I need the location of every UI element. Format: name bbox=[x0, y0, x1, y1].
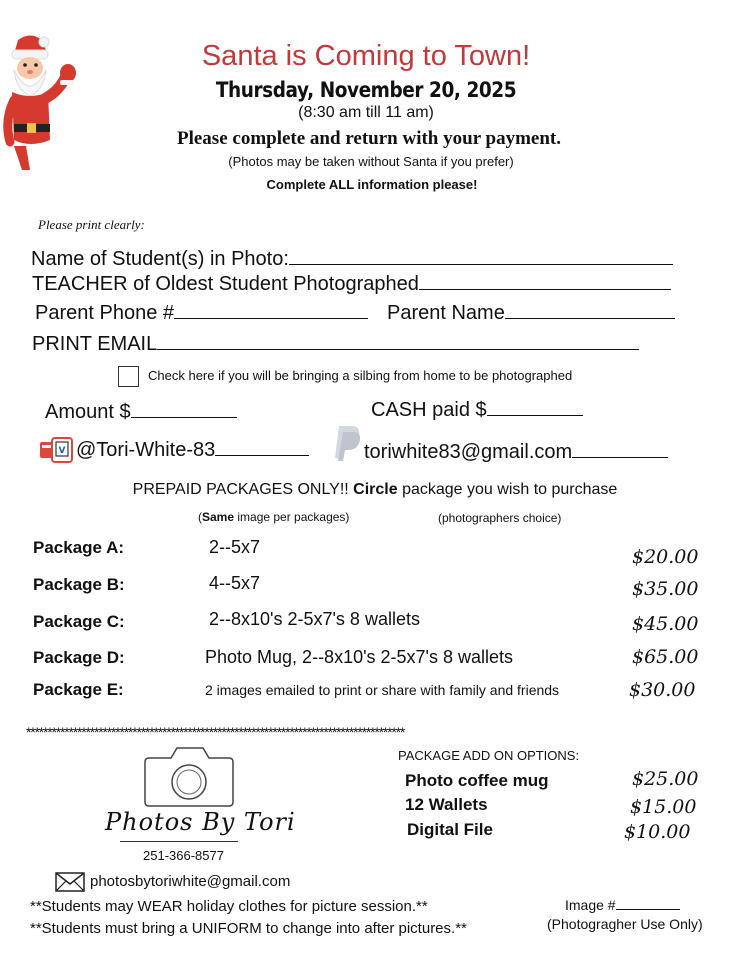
logo-underline bbox=[120, 841, 238, 842]
uniform-note: **Students must bring a UNIFORM to change into after pictures.** bbox=[30, 920, 467, 937]
package-b-label: Package B: bbox=[33, 575, 125, 594]
photographer-choice-note: (photographers choice) bbox=[438, 511, 562, 525]
addon-mug-label: Photo coffee mug bbox=[405, 771, 549, 790]
venmo-field[interactable] bbox=[76, 439, 309, 462]
package-a-label: Package A: bbox=[33, 538, 125, 557]
parent-name-label: Parent Name bbox=[387, 302, 505, 324]
package-d-desc: Photo Mug, 2--8x10's 2-5x7's 8 wallets bbox=[205, 647, 514, 667]
cash-paid-label: CASH paid $ bbox=[371, 399, 487, 421]
parent-name-field[interactable] bbox=[387, 302, 675, 325]
email-label: PRINT EMAIL bbox=[32, 333, 158, 355]
parent-phone-field[interactable] bbox=[35, 302, 368, 325]
package-d-label: Package D: bbox=[33, 648, 125, 667]
event-time: (8:30 am till 11 am) bbox=[298, 104, 434, 121]
image-number-field[interactable] bbox=[565, 897, 680, 913]
packages-heading: PREPAID PACKAGES ONLY!! Circle package you wish to purchase bbox=[132, 481, 618, 498]
amount-label: Amount $ bbox=[45, 401, 131, 423]
teacher-label: TEACHER of Oldest Student Photographed bbox=[32, 273, 419, 295]
print-clearly-label: Please print clearly: bbox=[38, 217, 145, 232]
santa-note: (Photos may be taken without Santa if you prefer) bbox=[228, 154, 514, 169]
package-a-desc: 2--5x7 bbox=[209, 537, 261, 557]
paypal-icon bbox=[333, 424, 363, 462]
student-names-label: Name of Student(s) in Photo: bbox=[31, 248, 289, 270]
venmo-icon bbox=[39, 436, 75, 464]
package-c-label: Package C: bbox=[33, 612, 125, 631]
contact-email: photosbytoriwhite@gmail.com bbox=[90, 873, 291, 890]
phone-number: 251-366-8577 bbox=[143, 848, 224, 863]
wear-note: **Students may WEAR holiday clothes for picture session.** bbox=[30, 898, 428, 915]
instruction-text: Please complete and return with your payment. bbox=[176, 128, 562, 149]
amount-field[interactable] bbox=[45, 401, 237, 424]
photographer-use-label: (Photogragher Use Only) bbox=[547, 916, 703, 932]
addon-digital-label: Digital File bbox=[407, 820, 493, 839]
paypal-field[interactable] bbox=[364, 441, 668, 464]
svg-text:V: V bbox=[58, 446, 66, 456]
camera-icon bbox=[143, 744, 235, 808]
envelope-icon bbox=[55, 872, 85, 892]
parent-phone-label: Parent Phone # bbox=[35, 302, 174, 324]
package-e-desc: 2 images emailed to print or share with family and friends bbox=[205, 682, 560, 698]
star-divider: ***************************************************************************************** bbox=[26, 724, 405, 740]
sibling-checkbox[interactable] bbox=[118, 366, 139, 387]
logo-text: Photos By Tori bbox=[105, 808, 296, 836]
package-e-label: Package E: bbox=[33, 680, 124, 699]
addon-digital-price: $10.00 bbox=[624, 821, 691, 843]
event-date: Thursday, November 20, 2025 bbox=[215, 78, 517, 102]
venmo-handle: @Tori-White-83 bbox=[76, 439, 216, 461]
package-b-price: $35.00 bbox=[632, 578, 699, 600]
cash-paid-field[interactable] bbox=[371, 399, 583, 422]
package-b-desc: 4--5x7 bbox=[209, 573, 261, 593]
addon-mug-price: $25.00 bbox=[632, 768, 699, 790]
page-title: Santa is Coming to Town! bbox=[201, 40, 531, 72]
sibling-check-label: Check here if you will be bringing a silbing from home to be photographed bbox=[148, 368, 573, 383]
teacher-field[interactable] bbox=[32, 273, 671, 296]
addon-wallets-price: $15.00 bbox=[630, 796, 697, 818]
package-d-price: $65.00 bbox=[632, 646, 699, 668]
image-number-label: Image # bbox=[565, 897, 616, 913]
addons-heading: PACKAGE ADD ON OPTIONS: bbox=[398, 748, 580, 763]
student-names-field[interactable] bbox=[31, 248, 673, 271]
package-e-price: $30.00 bbox=[629, 679, 696, 701]
same-image-note: (Same image per packages) bbox=[198, 510, 350, 524]
paypal-email: toriwhite83@gmail.com bbox=[364, 441, 573, 463]
complete-all-note: Complete ALL information please! bbox=[266, 177, 478, 192]
package-a-price: $20.00 bbox=[632, 546, 699, 568]
email-field[interactable] bbox=[32, 333, 639, 356]
package-c-price: $45.00 bbox=[632, 613, 699, 635]
package-c-desc: 2--8x10's 2-5x7's 8 wallets bbox=[209, 609, 420, 629]
addon-wallets-label: 12 Wallets bbox=[405, 795, 488, 814]
